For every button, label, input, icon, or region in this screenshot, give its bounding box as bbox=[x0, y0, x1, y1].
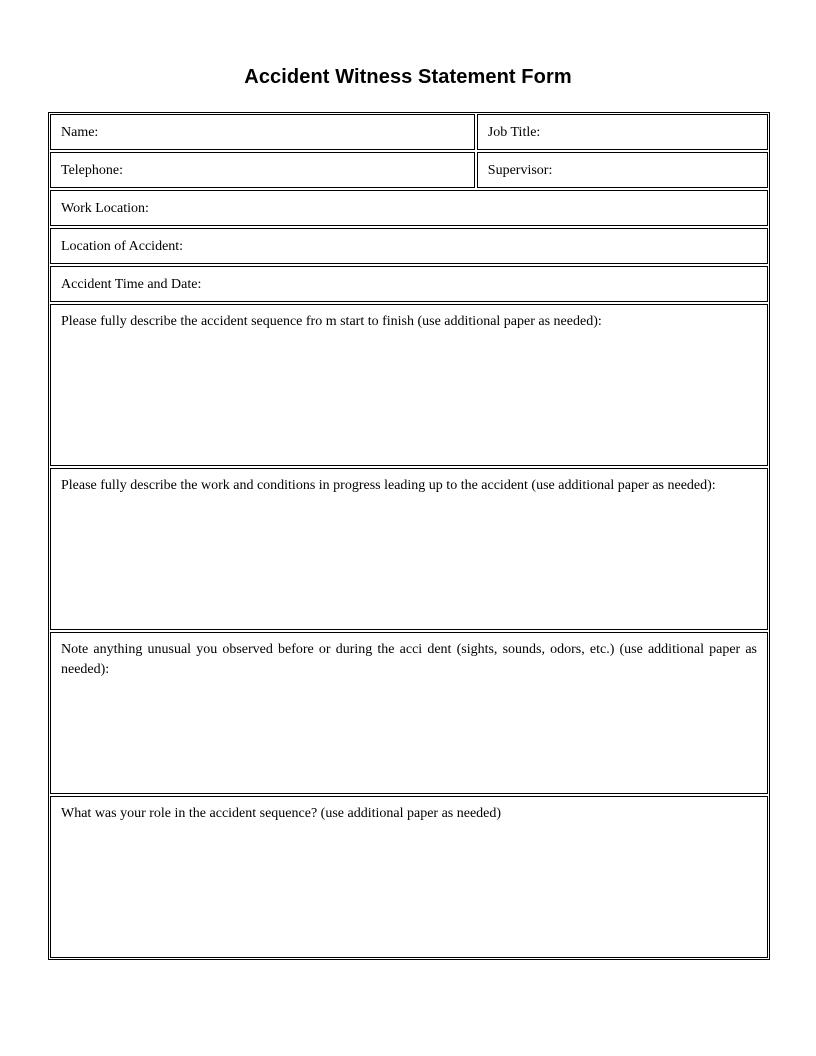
job-title-field[interactable] bbox=[477, 114, 768, 150]
job-title-label: Job Title: bbox=[487, 125, 541, 140]
unusual-observations-field[interactable] bbox=[50, 632, 768, 794]
work-conditions-prompt: Please fully describe the work and conditions in progress leading up to the accident (use additional paper as needed): bbox=[61, 478, 716, 493]
work-conditions-field[interactable] bbox=[50, 468, 768, 630]
work-location-field[interactable] bbox=[50, 190, 768, 226]
telephone-label: Telephone: bbox=[61, 163, 123, 178]
supervisor-field[interactable] bbox=[477, 152, 768, 188]
row-sequence bbox=[50, 304, 768, 466]
witness-form bbox=[48, 112, 770, 960]
accident-sequence-field[interactable] bbox=[50, 304, 768, 466]
row-unusual bbox=[50, 632, 768, 794]
work-location-label: Work Location: bbox=[61, 201, 149, 216]
row-accident-time-date bbox=[50, 266, 768, 302]
accident-sequence-prompt: Please fully describe the accident sequence fro m start to finish (use additional paper as needed): bbox=[61, 314, 602, 329]
supervisor-label: Supervisor: bbox=[487, 163, 553, 178]
name-field[interactable] bbox=[50, 114, 475, 150]
accident-time-date-field[interactable] bbox=[50, 266, 768, 302]
accident-time-date-label: Accident Time and Date: bbox=[61, 277, 202, 292]
row-work-location bbox=[50, 190, 768, 226]
row-telephone-supervisor bbox=[50, 152, 768, 188]
location-of-accident-field[interactable] bbox=[50, 228, 768, 264]
row-conditions bbox=[50, 468, 768, 630]
location-of-accident-label: Location of Accident: bbox=[61, 239, 184, 254]
witness-role-prompt: What was your role in the accident sequence? (use additional paper as needed) bbox=[61, 806, 502, 821]
witness-role-field[interactable] bbox=[50, 796, 768, 958]
row-location-of-accident bbox=[50, 228, 768, 264]
row-role bbox=[50, 796, 768, 958]
unusual-observations-prompt: Note anything unusual you observed before or during the acci dent (sights, sounds, odors, etc.) (use additional paper as needed): bbox=[61, 642, 757, 677]
row-name-jobtitle bbox=[50, 114, 768, 150]
telephone-field[interactable] bbox=[50, 152, 475, 188]
page-title: Accident Witness Statement Form bbox=[244, 66, 572, 88]
name-label: Name: bbox=[61, 125, 99, 140]
